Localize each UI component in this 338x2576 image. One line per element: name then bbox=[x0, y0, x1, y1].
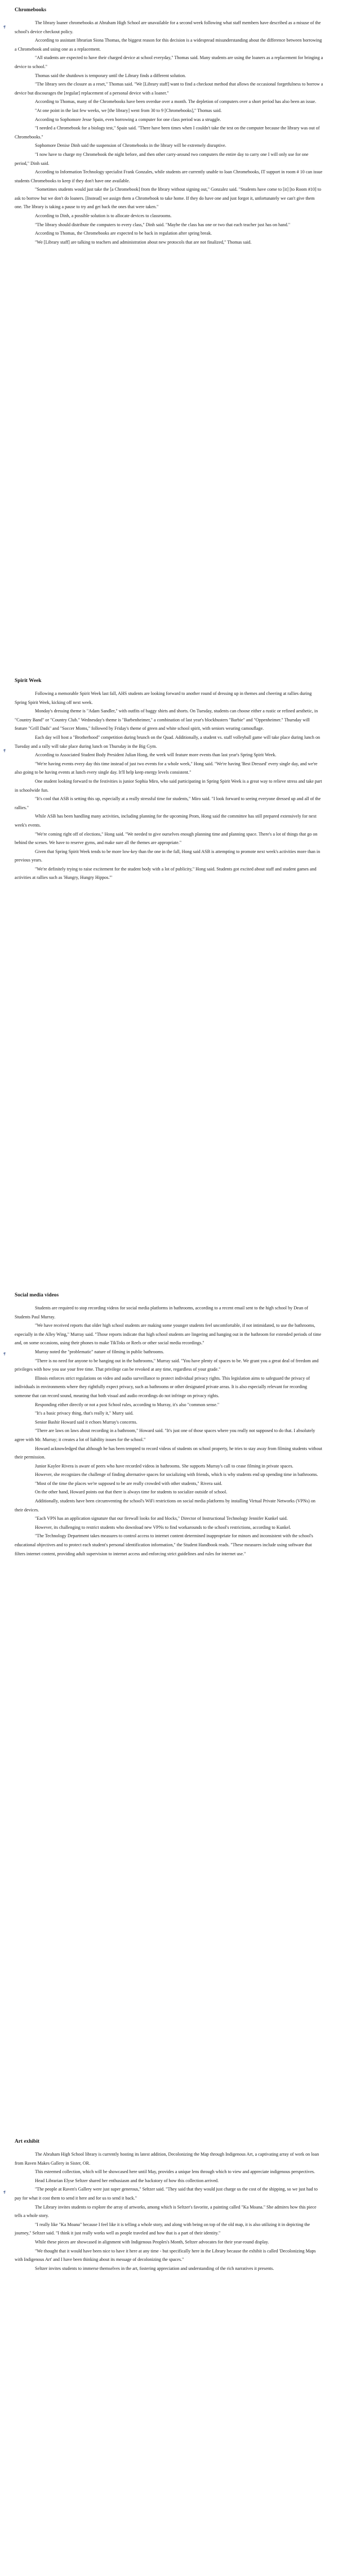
paragraph: The Abraham High School library is currently hosting its latest addition, Decolonizing the Map through Indigenous Art, a captivating array of work on loan from Raven Makes Gallery in Sister, OR. bbox=[15, 2152, 319, 2166]
article-spirit-week bbox=[15, 677, 323, 882]
article-chromebooks bbox=[15, 7, 323, 246]
article-title: Art exhibit bbox=[15, 2139, 40, 2144]
paragraph: Howard acknowledged that although he has been tempted to record videos of students on school property, he tries to stay away from filming students without their permission. bbox=[15, 1446, 322, 1460]
editor-mark-icon: ¶ bbox=[3, 748, 6, 753]
article-body bbox=[15, 689, 323, 882]
article-art-exhibit bbox=[15, 2138, 323, 2273]
paragraph: While these pieces are showcased in alignment with Indigenous Peoples's Month, Seltzer advocates for their year-round display. bbox=[35, 2239, 269, 2245]
paragraph: Responding either directly or not a post School rules, according to Murray, it's also "common sense." bbox=[35, 1402, 220, 1407]
paragraph: "We have received reports that older high school students are making some younger students feel uncomfortable, if not intimidated, to use the bathrooms, especially in the Alley Wing," Murray said. "Those reports indicate that high school students are lingering and hanging out in the bathroom for extended periods of time and, on some occasions, using their phones to make TikToks or Reels or other social media recordings." bbox=[15, 1323, 322, 1346]
paragraph: "There is no need for anyone to be hanging out in the bathrooms," Murray said. "You have plenty of spaces to be. We grant you a great deal of freedom and privileges with how you use your free time. That privilege can be revoked at any time, regardless of your grade." bbox=[15, 1358, 319, 1372]
article-body bbox=[15, 2150, 323, 2273]
paragraph: "I now have to charge my Chromebook the night before, and then other carry-around two computers the entire day to carry one I will only use for one period," Dinh said. bbox=[15, 151, 309, 166]
paragraph: "We [Library staff] are talking to teachers and administration about new protocols that are not finalized," Thomas said. bbox=[35, 239, 252, 245]
paragraph: Murray noted the "problematic" nature of filming in public bathrooms. bbox=[35, 1349, 164, 1354]
paragraph: "It's a basic privacy thing, that's really it," Murry said. bbox=[35, 1411, 134, 1416]
paragraph: "The Technology Department takes measures to control access to internet content determined inappropriate for minors and inconsistent with the school's educational objectives and to protect each student's personal identification information," the Student Handbook reads. "These measures include using software that filters internet content, providing adult supervision to internet access and enforcing strict guidelines and rules for internet use." bbox=[15, 1533, 313, 1556]
paragraph: "At one point in the last few weeks, we [the library] went from 30 to 9 [Chromebooks]," Thomas said. bbox=[35, 107, 222, 113]
paragraph: Following a memorable Spirit Week last fall, AHS students are looking forward to another round of dressing up in themes and cheering at rallies during Spring Spirit Week, kicking off next week. bbox=[15, 691, 312, 705]
paragraph: According to Thomas, many of the Chromebooks have been overdue over a month. The depletion of computers over a short period has also been an issue. bbox=[35, 99, 317, 105]
editor-mark-icon: ¶ bbox=[3, 2190, 6, 2194]
paragraph: "We're coming right off of elections," Hong said. "We needed to give ourselves enough planning time and planning space. There's a lot of things that go on behind the scenes. We have to reserve gyms, and make sure all the themes are appropriate." bbox=[15, 831, 318, 846]
paragraph: "All students are expected to have their charged device at school everyday," Thomas said. Many students are using the loaners as a replacement for bringing a device to school." bbox=[15, 55, 323, 69]
paragraph: Thomas said the shutdown is temporary until the Library finds a different solution. bbox=[35, 73, 186, 78]
paragraph: "It's cool that ASB is setting this up, especially at a really stressful time for students," Miro said. "I look forward to seeing everyone dressed up and all of the rallies." bbox=[15, 796, 321, 810]
paragraph: "There are laws on laws about recording in a bathroom," Howard said. "It's just one of those spaces where you really not supposed to do that. I absolutely agree with Mr. Murray; it creates a lot of liability issues for the school." bbox=[15, 1428, 315, 1442]
paragraph: According to Associated Student Body President Julian Hong, the week will feature more events than last year's Spring Spirit Week. bbox=[35, 752, 277, 758]
paragraph: However, its challenging to restrict students who download new VPNs to find workarounds to the school's restrictions, according to Kunkel. bbox=[35, 1524, 291, 1530]
paragraph: "The library should distribute the computers to every class," Dinh said. "Maybe the class has one or two that each teacher just has on hand." bbox=[35, 222, 291, 227]
paragraph: Junior Kaylee Rivera is aware of peers who have recorded videos in bathrooms. She supports Murray's call to cease filming in private spaces. bbox=[35, 1463, 293, 1469]
paragraph: Head Librarian Elyse Seltzer shared her enthusiasm and the backstory of how this collection arrived. bbox=[35, 2178, 219, 2183]
paragraph: While ASB has been handling many activities, including planning for the upcoming Prom, Hong said the committee has still prepared extensively for next week's events. bbox=[15, 814, 317, 828]
paragraph: "Each VPN has an application signature that our firewall looks for and blocks," Director of Instructional Technology Jennifer Kunkel said. bbox=[35, 1516, 288, 1522]
paragraph: Seltzer invites students to immerse themselves in the art, fostering appreciation and understanding of the rich narratives it presents. bbox=[35, 2265, 274, 2271]
paragraph: According to Dinh, a possible solution is to allocate devices to classrooms. bbox=[35, 213, 172, 219]
editor-mark-icon: ¶ bbox=[3, 25, 6, 29]
paragraph: According to Thomas, the Chromebooks are expected to be back in regulation after spring break. bbox=[35, 231, 212, 236]
paragraph: "Sometimes students would just take the [a Chromebook] from the library without signing out," Gonzalez said. "Students have come to [it] [to Room #10] to ask to borrow but we don't do loaners. [Instead] we assign them a Chromebook to take home. If they do have one and just forgot it, unfortunately we can't give them one. The library is taking a pause to try and get back the ones that were taken." bbox=[15, 187, 322, 210]
article-body bbox=[15, 19, 323, 246]
paragraph: According to Sophomore Jesse Spain, even borrowing a computer for one class period was a struggle. bbox=[35, 116, 221, 122]
paragraph: This esteemed collection, which will be showcased here until May, provides a unique lens through which to view and appreciate indigenous perspectives. bbox=[35, 2169, 315, 2175]
paragraph: Each day will host a "Brotherhood" competition during brunch on the Quad. Additionally, a student vs. staff volleyball game will take place during lunch on Tuesday and a rally will take place during lunch on Thursday in the Big Gym. bbox=[15, 734, 321, 749]
paragraph: On the other hand, Howard points out that there is always time for students to socialize outside of school. bbox=[35, 1489, 228, 1495]
paragraph: Given that Spring Spirit Week tends to be more low-key than the one in the fall, Hong said ASB is attempting to promote next week's activities more than in previous years. bbox=[15, 849, 321, 863]
article-title: Chromebooks bbox=[15, 7, 47, 13]
paragraph: "The library sees the closure as a reset," Thomas said. "We [Library staff] want to find a checkout method that allows the occasional forgetfulness to borrow a device but discourages the [regular] replacement of a personal device with a loaner." bbox=[15, 82, 323, 96]
paragraph: "We thought that it would have been nice to have it here at any time - but specifically here in the Library because the exhibit is called 'Decolonizing Maps with Indigenous Art' and I have been thinking about its message of decolonizing the spaces." bbox=[15, 2248, 316, 2263]
paragraph: "We're having events every day this time instead of just two events for a whole week," Hong said. "We're having 'Best Dressed' every single day, and we're also going to be having events at lunch every single day. It'll help keep energy levels consistent." bbox=[15, 761, 318, 775]
paragraph: Students are required to stop recording videos for social media platforms in bathrooms, according to a recent email sent to the high school by Dean of Students Paul Murray. bbox=[15, 1305, 309, 1320]
paragraph: Monday's dressing theme is "Adam Sandler," with outfits of baggy shirts and shorts. On Tuesday, students can choose either a rustic or refined aesthetic, in "Country Band" or "Country Club." Wednesday's theme is "Barbenheimer," a combination of last year's blockbusters "Barbie" and "Oppenheimer." Thursday will feature "Grill Dads" and "Soccer Moms," followed by Friday's theme of green and white school spirit, with seniors wearing camouflage. bbox=[15, 708, 318, 731]
paragraph: However, she recognizes the challenge of finding alternative spaces for socializing with friends, which is why students end up spending time in bathrooms. bbox=[35, 1472, 318, 1478]
article-body bbox=[15, 1304, 323, 1558]
article-social-media-videos bbox=[15, 1292, 323, 1558]
paragraph: "Most of the time the places we're supposed to be are really crowded with other students," Rivera said. bbox=[35, 1480, 223, 1486]
paragraph: "We're definitely trying to raise excitement for the student body with a lot of publicity," Hong said. Students got excited about staff and student games and activities at rallies such as 'Hungry, Hungry Hippos.'" bbox=[15, 866, 317, 881]
paragraph: According to Information Technology specialist Frank Gonzales, while students are currently unable to loan Chromebooks, IT support in room # 10 can issue students Chromebooks to keep if they don't have one available. bbox=[15, 169, 323, 183]
article-title: Spirit Week bbox=[15, 678, 42, 684]
editor-mark-icon: ¶ bbox=[3, 1352, 6, 1356]
paragraph: The Library invites students to explore the array of artworks, among which is Seltzer's favorite, a painting called "Ka Moana." She admires how this piece tells a whole story. bbox=[15, 2204, 317, 2219]
paragraph: Sophomore Denise Dinh said the suspension of Chromebooks in the library will be extremely disruptive. bbox=[35, 143, 226, 149]
article-title: Social media videos bbox=[15, 1293, 59, 1298]
paragraph: Illinois enforces strict regulations on video and audio surveillance to protect individual privacy rights. This legislation aims to safeguard the privacy of individuals in environments where they rightfully expect privacy, such as bathrooms or other designated private areas. It is also especially relevant for recording someone that can record sound, meaning that both visual and audio recordings do not infringe on privacy rights. bbox=[15, 1375, 310, 1398]
paragraph: The library loaner chromebooks at Abraham High School are unavailable for a second week following what staff members have described as a misuse of the school's device checkout policy. bbox=[15, 20, 321, 34]
paragraph: Additionally, students have been circumventing the school's WiFi restrictions on social media platforms by installing Virtual Private Networks (VPNs) on their devices. bbox=[15, 1498, 315, 1513]
paragraph: "I needed a Chromebook for a biology test," Spain said. "There have been times when I couldn't take the test on the computer because the library was out of Chromebooks." bbox=[15, 125, 320, 140]
paragraph: "The people at Raven's Gallery were just super generous," Seltzer said. "They said that they would just charge us the cost of the shipping, so we just had to pay for what it cost them to send it here and for us to send it back." bbox=[15, 2187, 318, 2201]
paragraph: One student looking forward to the festivities is junior Sophia Miro, who said participating in Spring Spirit Week is a great way to relieve stress and take part in schoolwide fun. bbox=[15, 778, 322, 793]
paragraph: Senior Bashir Howard said it echoes Murray's concerns. bbox=[35, 1419, 137, 1425]
paragraph: "I really like "Ka Moana" because I feel like it is telling a whole story, and along with being on top of the old map, it is also utilizing it in depicting the journey," Seltzer said. "I think it just really works well as people traveled and how that is a part of their identity." bbox=[15, 2222, 310, 2236]
paragraph: According to assistant librarian Siona Thomas, the biggest reason for this decision is a widespread misunderstanding about the difference between borrowing a Chromebook and using one as a replacement. bbox=[15, 38, 322, 52]
